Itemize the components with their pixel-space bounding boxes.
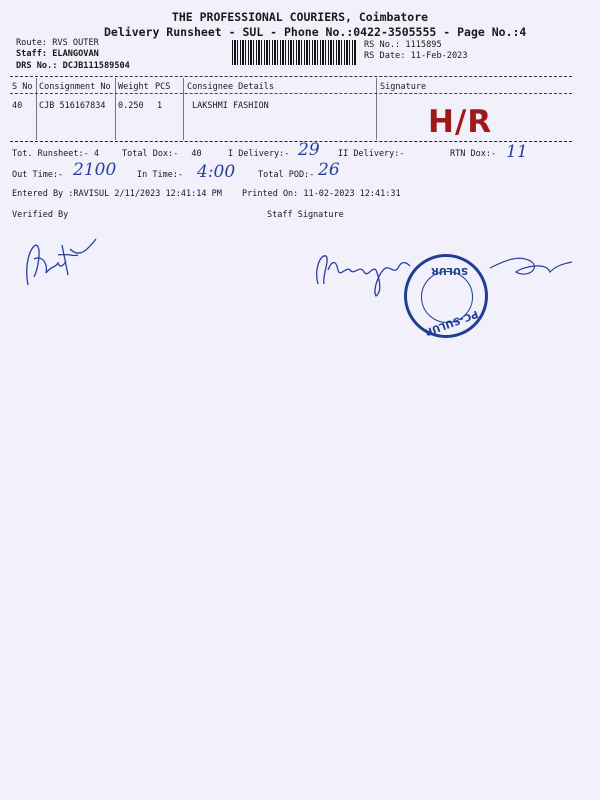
out-time-label: Out Time:- <box>12 170 64 180</box>
row-weight: 0.250 <box>118 101 144 111</box>
drs-value: DCJB111589504 <box>62 61 130 71</box>
out-time-value: 2100 <box>73 160 117 180</box>
in-time-label: In Time:- <box>137 170 184 180</box>
table-top-rule <box>10 76 572 77</box>
rs-no-line <box>364 40 442 50</box>
rtn-dox-label: RTN Dox:- <box>450 149 497 159</box>
staff-line <box>16 49 99 59</box>
rs-date-label: RS Date: <box>364 51 406 61</box>
col-header-consignment: Consignment No <box>39 82 111 92</box>
col-divider <box>115 78 116 140</box>
verifier-signature-icon <box>18 225 108 295</box>
col-divider <box>376 78 377 140</box>
staff-signature-label: Staff Signature <box>267 210 344 220</box>
rs-no-value: 1115895 <box>405 40 442 50</box>
table-bottom-rule <box>10 141 572 142</box>
total-dox-value: 40 <box>191 149 202 159</box>
col-header-weight: Weight <box>118 82 149 92</box>
row-consignment: CJB 516167834 <box>39 101 106 111</box>
tot-runsheet-value: 4 <box>93 149 100 159</box>
verified-by-label: Verified By <box>12 210 69 220</box>
i-delivery-label: I Delivery:- <box>228 149 290 159</box>
entered-by: Entered By :RAVISUL 2/11/2023 12:41:14 PM <box>12 189 222 199</box>
col-header-consignee: Consignee Details <box>187 82 274 92</box>
route-label: Route: <box>16 38 48 48</box>
runsheet-title: Delivery Runsheet - SUL - Phone No.:0422-3505555 - Page No.:4 <box>104 25 527 39</box>
printed-on: Printed On: 11-02-2023 12:41:31 <box>242 189 401 199</box>
rtn-dox-value: 11 <box>506 142 528 162</box>
col-divider <box>36 78 37 140</box>
total-pod-label: Total POD:- <box>258 170 315 180</box>
tot-runsheet-label: Tot. Runsheet:- <box>12 149 89 159</box>
rs-date-value: 11-Feb-2023 <box>410 51 468 61</box>
tot-runsheet <box>12 149 99 159</box>
handwritten-hr-mark: H/R <box>428 104 493 140</box>
stamp-text-bottom: PC-SULUR <box>422 307 480 338</box>
stamp-text-top: SULUR <box>431 265 469 276</box>
route-value: RVS OUTER <box>52 38 99 48</box>
total-dox-label: Total Dox:- <box>122 149 179 159</box>
row-consignee: LAKSHMI FASHION <box>192 101 269 111</box>
in-time-value: 4:00 <box>197 162 236 182</box>
staff-value: ELANGOVAN <box>52 49 99 59</box>
col-header-sno: S No <box>12 82 33 92</box>
col-header-signature: Signature <box>380 82 427 92</box>
staff-label: Staff: <box>16 49 48 59</box>
ii-delivery-label: II Delivery:- <box>338 149 405 159</box>
total-dox <box>122 149 202 159</box>
header-rule <box>10 93 572 94</box>
i-delivery-value: 29 <box>298 140 320 160</box>
route-line <box>16 38 99 48</box>
rs-date-line <box>364 51 468 61</box>
rs-no-label: RS No.: <box>364 40 401 50</box>
col-divider <box>183 78 184 140</box>
company-title: THE PROFESSIONAL COURIERS, Coimbatore <box>171 10 429 24</box>
col-header-pcs: PCS <box>155 82 171 92</box>
total-pod-value: 26 <box>318 160 340 180</box>
office-stamp-icon <box>404 254 488 338</box>
row-pcs: 1 <box>157 101 163 111</box>
drs-line <box>16 61 130 71</box>
barcode-image <box>232 40 356 65</box>
drs-label: DRS No.: <box>16 61 58 71</box>
row-sno: 40 <box>12 101 23 111</box>
